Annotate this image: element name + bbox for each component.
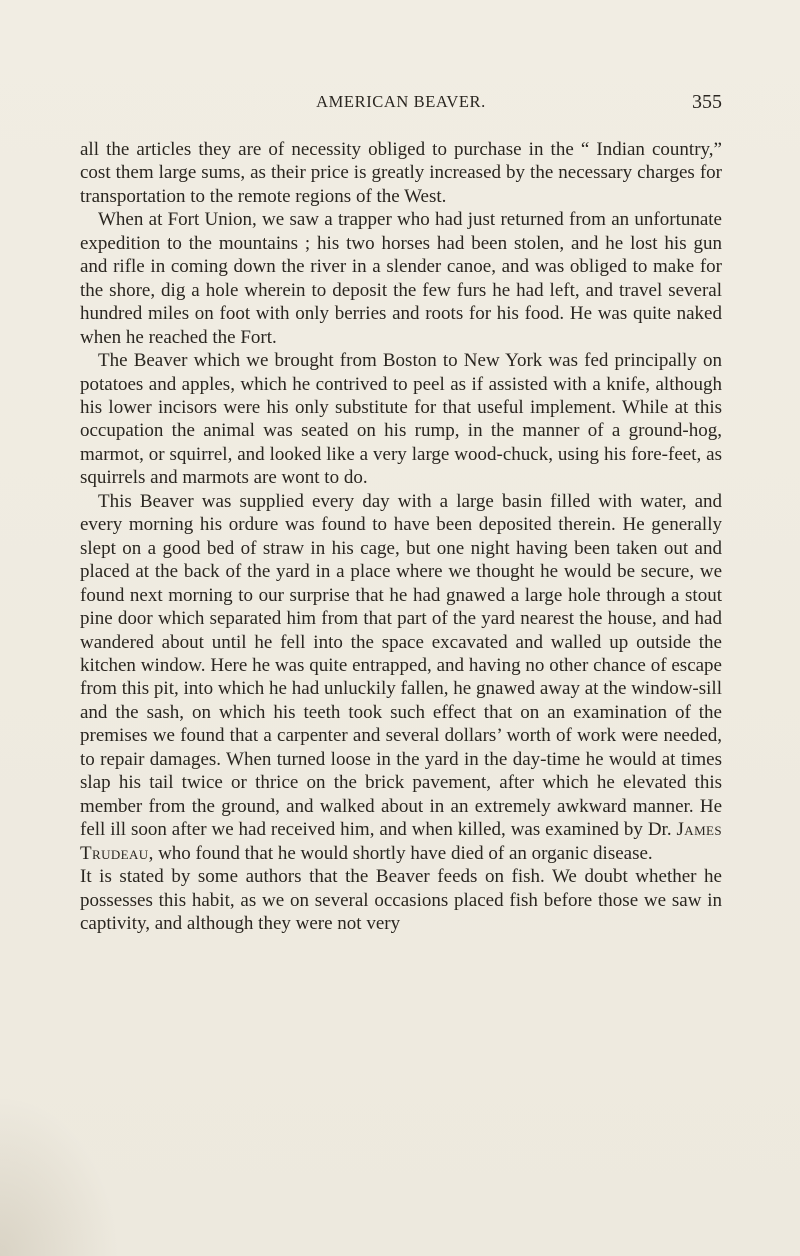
paragraph-4-text: This Beaver was supplied every day with a large basin filled with water, and every morning his ordure was found to have been deposited therein. He generally slept on a good bed of straw in his cage, but one night having been taken out and placed at the back of the yard in a place where we thought he would be secure, we found next morning to our surprise that he had gnawed a large hole through a stout pine door which separated him from that part of the yard nearest the house, and had wandered about until he fell into the space excavated and walled up outside the kitchen window. Here he was quite entrapped, and having no other chance of escape from this pit, into which he had unluckily fallen, he gnawed away at the window-sill and the sash, on which his teeth took such effect that on an examination of the premises we found that a carpenter and several dollars’ worth of work were needed, to repair damages. When turned loose in the yard in the day-time he would at times slap his tail twice or thrice on the brick pavement, after which he elevated this member from the ground, and walked about in an extremely awkward manner. He fell ill soon after we had received him, and when killed, was examined by Dr. bbox=[80, 490, 722, 841]
paragraph-4 bbox=[80, 490, 722, 865]
paragraph-3: The Beaver which we brought from Boston to New York was fed principally on potatoes and apples, which he contrived to peel as if assisted with a knife, although his lower incisors were his only substitute for that useful implement. While at this occupation the animal was seated on his rump, in the manner of a ground-hog, marmot, or squirrel, and looked like a very large wood-chuck, using his fore-feet, as squirrels and marmots are wont to do. bbox=[80, 350, 722, 489]
page-shadow bbox=[0, 1096, 120, 1256]
paragraph-4-end: , who found that he would shortly have died of an organic disease. bbox=[148, 842, 653, 864]
page-number: 355 bbox=[692, 91, 722, 113]
running-head: AMERICAN BEAVER. bbox=[316, 92, 486, 111]
paragraph-2: When at Fort Union, we saw a trapper who had just returned from an unfortunate expedition to the mountains ; his two horses had been stolen, and he lost his gun and rifle in coming down the river in a slender canoe, and was obliged to make for the shore, dig a hole wherein to deposit the few furs he had left, and travel several hundred miles on foot with only berries and roots for his food. He was quite naked when he reached the Fort. bbox=[80, 209, 722, 348]
person-name: James Trudeau bbox=[80, 819, 722, 864]
paragraph-1: all the articles they are of necessity obliged to purchase in the “ Indian country,” cost them large sums, as their price is greatly increased by the necessary charges for transportation to the remote regions of the West. bbox=[80, 139, 722, 207]
page-header bbox=[80, 89, 722, 115]
body-text bbox=[80, 138, 722, 935]
paragraph-5: It is stated by some authors that the Beaver feeds on fish. We doubt whether he possesses this habit, as we on several occasions placed fish before those we saw in captivity, and although they were not very bbox=[80, 866, 722, 934]
